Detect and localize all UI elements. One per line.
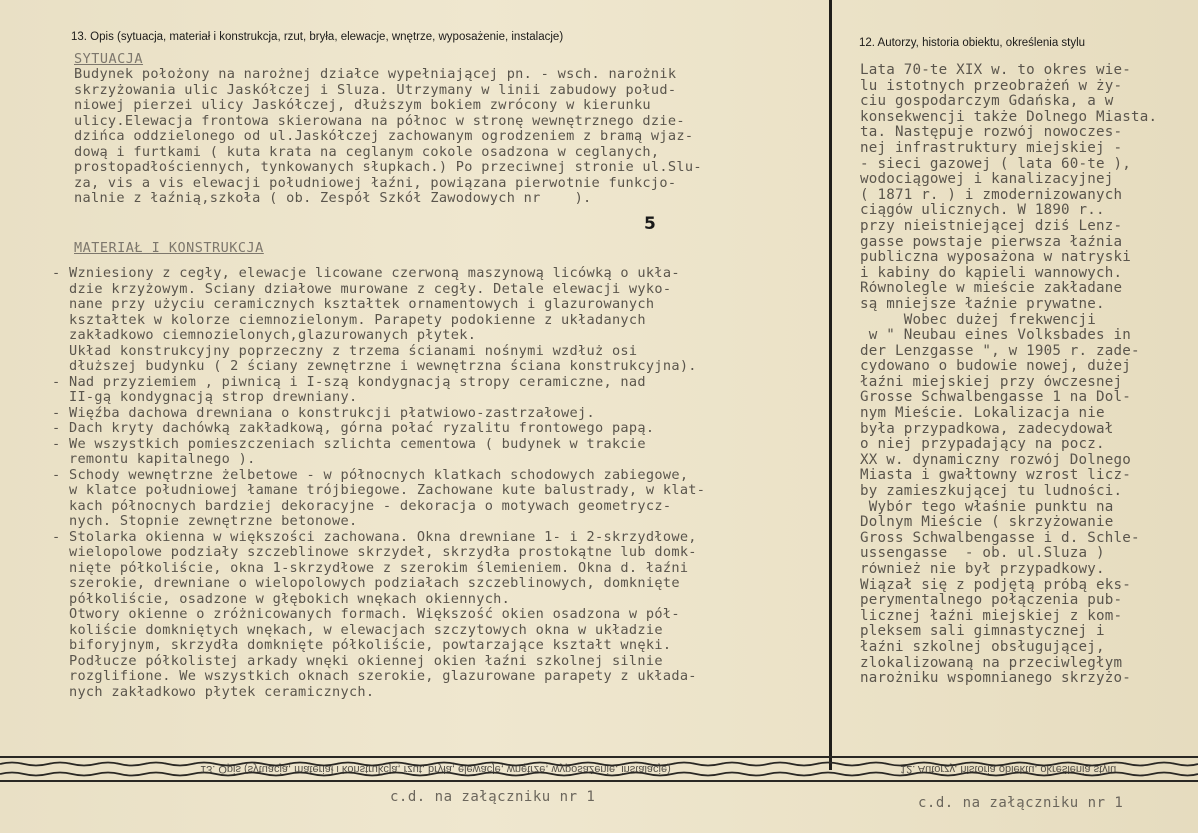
history-text <box>860 63 1194 687</box>
history-line: łaźni miejskiej przy ówczesnej <box>860 374 1123 390</box>
situation-text <box>74 67 824 207</box>
history-line: by zamieszkującej tu ludności. <box>860 484 1123 500</box>
material-line: szerokie, drewniane o wielopolowych podziałach szczeblinowych, domknięte <box>52 576 680 591</box>
material-line: - Więźba dachowa drewniana o konstrukcji płatwiowo-zastrzałowej. <box>52 405 595 421</box>
material-line: nych zakładkowo płytek ceramicznych. <box>52 684 375 700</box>
history-line: Grosse Schwalbengasse 1 na Dol- <box>860 390 1131 406</box>
material-line: Układ konstrukcyjny poprzeczny z trzema ścianami nośnymi wzdłuż osi <box>52 343 638 359</box>
material-line: półkoliście, osadzone w głębokich wnękach okiennych. <box>52 591 511 607</box>
situation-school-number: 5 <box>644 214 656 234</box>
material-line: II-gą kondygnacją strop drewniany. <box>52 390 358 405</box>
history-line: w " Neubau eines Volksbades in <box>860 328 1131 344</box>
material-line: biforyjnym, skrzydła domknięte półkoliście, powtarzające kształt wnęki. <box>52 638 672 653</box>
history-line: publiczna wyposażona w natryski <box>860 250 1131 266</box>
history-line: również nie był przypadkowy. <box>860 562 1105 577</box>
situation-line: niowej pierzei ulicy Jaskółczej, dłuższym bokiem zwrócony w kierunku <box>74 98 651 113</box>
history-line: ta. Następuje rozwój nowoczes- <box>860 125 1123 141</box>
material-line: kach północnych bardziej dekoracyjne - dekoracja o motywach geometrycz- <box>52 498 672 514</box>
material-line: remontu kapitalnego ). <box>52 452 256 467</box>
history-line: o niej przypadający na pocz. <box>860 437 1105 453</box>
footer-left-mirrored-title: 13. Opis (sytuacja, materiał i konstrukcja, rzut, bryła, elewacje, wnętrze, wyposażenie, instalacje) <box>200 763 671 775</box>
material-line: Otwory okienne o zróżnicowanych formach. Większość okien osadzona w pół- <box>52 607 680 622</box>
material-line: - Schody wewnętrzne żelbetowe - w północnych klatkach schodowych zabiegowe, <box>52 467 689 483</box>
footer-rule-bottom <box>0 780 1198 782</box>
history-line: ( 1871 r. ) i zmodernizowanych <box>860 187 1123 203</box>
material-line: koliście domkniętych wnękach, w elewacjach szczytowych okna w układzie <box>52 622 663 638</box>
history-line: wodociągowej i kanalizacyjnej <box>860 172 1114 188</box>
material-line: nane przy użyciu ceramicznych kształtek ornamentowych i glazurowanych <box>52 297 655 312</box>
material-line: Podłucze półkolistej arkady wnęki okiennej okien łaźni szkolnej silnie <box>52 653 663 669</box>
material-line: - Wzniesiony z cegły, elewacje licowane czerwoną maszynową licówką o ukła- <box>52 266 680 281</box>
history-line: Wobec dużej frekwencji <box>860 312 1097 328</box>
right-continued-note: c.d. na załączniku nr 1 <box>918 795 1124 811</box>
history-line: była przypadkowa, zadecydował <box>860 421 1114 437</box>
material-line: - Dach kryty dachówką zakładkową, górna połać ryzalitu frontowego papą. <box>52 421 655 436</box>
history-line: - sieci gazowej ( lata 60-te ), <box>860 156 1131 172</box>
history-line: narożniku wspomnianego skrzyżo- <box>860 671 1131 687</box>
history-line: nym Mieście. Lokalizacja nie <box>860 406 1105 422</box>
situation-line: skrzyżowania ulic Jaskółczej i Śluza. Utrzymany w linii zabudowy połud- <box>74 82 677 98</box>
situation-line: ulicy.Elewacja frontowa skierowana na północ w stronę wewnętrznego dzie- <box>74 113 685 129</box>
history-line: i kabiny do kąpieli wannowych. <box>860 265 1123 281</box>
history-line: Dolnym Mieście ( skrzyżowanie <box>860 515 1114 531</box>
material-line: nych. Stopnie zewnętrzne betonowe. <box>52 514 358 529</box>
history-line: przy nieistniejącej dziś Lenz- <box>860 218 1123 234</box>
material-line: dzie krzyżowym. Ściany działowe murowane z cegły. Detale elewacji wyko- <box>52 281 672 297</box>
situation-line: za, vis a vis elewacji południowej łaźni, powiązana pierwotnie funkcjo- <box>74 175 677 191</box>
history-line: licznej łaźni miejskiej z kom- <box>860 608 1123 624</box>
history-line: pleksem sali gimnastycznej i <box>860 624 1105 640</box>
material-text <box>52 266 830 700</box>
situation-line: dową i furtkami ( kuta krata na ceglanym cokole osadzona w ceglanych, <box>74 144 660 160</box>
material-line: nięte półkoliście, okna 1-skrzydłowe z szerokim ślemieniem. Okna d. łaźni <box>52 560 689 576</box>
material-line: rozglifione. We wszystkich oknach szerokie, glazurowane parapety z układa- <box>52 669 697 684</box>
material-line: - We wszystkich pomieszczeniach szlichta cementowa ( budynek w trakcie <box>52 436 646 452</box>
history-line: der Lenzgasse ", w 1905 r. zade- <box>860 343 1140 359</box>
history-line: Lata 70-te XIX w. to okres wie- <box>860 63 1131 78</box>
situation-line: nalnie z łaźnią,szkoła ( ob. Zespół Szkół Zawodowych nr ). <box>74 191 592 206</box>
history-line: ussengasse - ob. ul.Śluza ) <box>860 546 1105 562</box>
left-continued-note: c.d. na załączniku nr 1 <box>390 789 596 805</box>
history-line: ciu gospodarczym Gdańska, a w <box>860 94 1114 110</box>
history-line: Miasta i gwałtowny wzrost licz- <box>860 468 1131 484</box>
situation-line: Budynek położony na narożnej działce wypełniającej pn. - wsch. narożnik <box>74 67 677 82</box>
material-line: dłuższej budynku ( 2 ściany zewnętrzne i wewnętrzna ściana konstrukcyjna). <box>52 359 697 374</box>
history-line: Wiązał się z podjętą próbą eks- <box>860 577 1131 593</box>
footer-rule-top <box>0 756 1198 758</box>
material-line: kształtek w kolorze ciemnozielonym. Parapety podokienne z układanych <box>52 312 646 328</box>
left-form-title: 13. Opis (sytuacja, materiał i konstrukcja, rzut, bryła, elewacje, wnętrze, wyposażenie, instalacje) <box>71 31 564 43</box>
history-line: ciągów ulicznych. W 1890 r.. <box>860 203 1105 219</box>
history-line: zlokalizowaną na przeciwległym <box>860 655 1123 671</box>
history-line: łaźni szkolnej obsługującej, <box>860 639 1105 655</box>
history-line: cydowano o budowie nowej, dużej <box>860 359 1131 375</box>
material-line: - Nad przyziemiem , piwnicą i I-szą kondygnacją stropy ceramiczne, nad <box>52 374 646 390</box>
situation-heading: SYTUACJA <box>74 51 144 67</box>
history-line: lu istotnych przeobrażeń w ży- <box>860 78 1123 94</box>
history-line: są mniejsze łaźnie prywatne. <box>860 296 1105 312</box>
situation-line: dzińca oddzielonego od ul.Jaskółczej zachowanym ogrodzeniem z bramą wjaz- <box>74 129 694 144</box>
right-form-title: 12. Autorzy, historia obiektu, określenia stylu <box>859 37 1086 49</box>
history-line: Równolegle w mieście zakładane <box>860 281 1123 297</box>
history-line: gasse powstaje pierwsza łaźnia <box>860 234 1123 250</box>
history-line: konsekwencji także Dolnego Miasta. <box>860 109 1158 125</box>
material-line: wielopolowe podziały szczeblinowe skrzydeł, skrzydła prostokątne lub domk- <box>52 545 697 560</box>
material-line: zakładkowo ciemnozielonych,glazurowanych płytek. <box>52 328 477 343</box>
history-line: Gross Schwalbengasse i d. Schle- <box>860 530 1140 546</box>
history-line: nej infrastruktury miejskiej - <box>860 140 1123 156</box>
history-line: XX w. dynamiczny rozwój Dolnego <box>860 452 1131 468</box>
material-heading: MATERIAŁ I KONSTRUKCJA <box>74 240 264 256</box>
situation-line: prostopadłościennych, tynkowanych słupkach.) Po przeciwnej stronie ul.Ślu- <box>74 160 702 175</box>
history-line: Wybór tego właśnie punktu na <box>860 499 1114 515</box>
history-line: perymentalnego połączenia pub- <box>860 593 1123 609</box>
footer-right-mirrored-title: 12. Autorzy, historia obiektu, określenia stylu <box>900 763 1117 775</box>
material-line: - Stolarka okienna w większości zachowana. Okna drewniane 1- i 2-skrzydłowe, <box>52 529 697 545</box>
material-line: w klatce południowej łamane trójbiegowe. Zachowane kute balustrady, w klat- <box>52 483 706 498</box>
